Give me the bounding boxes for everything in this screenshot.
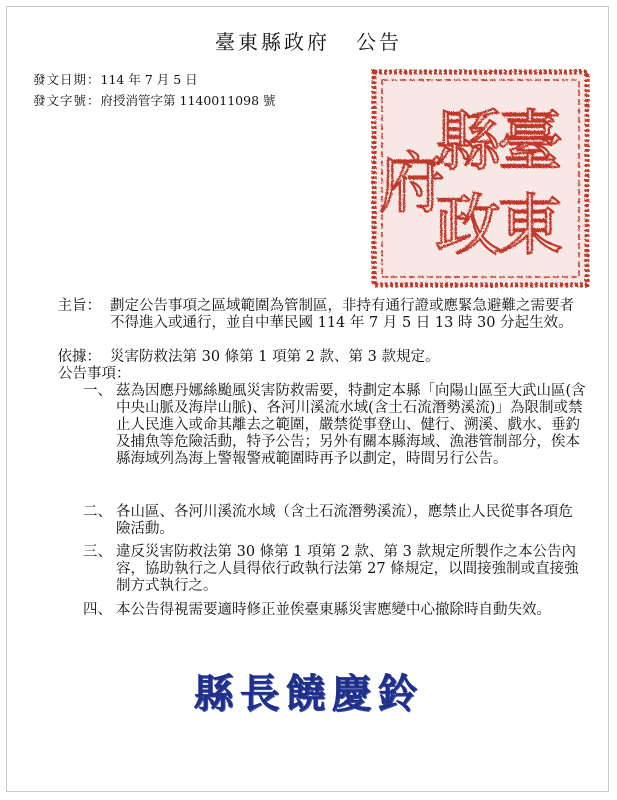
subject-label: 主旨：	[57, 298, 101, 314]
reference-number-label: 發文字號：	[33, 93, 101, 108]
seal-char-1: 臺	[497, 103, 563, 180]
item-3-number: 三、	[83, 544, 112, 560]
item-2-number: 二、	[83, 504, 112, 520]
basis-label: 依據：	[57, 349, 101, 365]
basis-text: 災害防救法第 30 條第 1 項第 2 款、第 3 款規定。	[110, 349, 440, 365]
issue-date	[33, 70, 198, 88]
seal-char-3: 縣	[435, 103, 501, 180]
official-seal	[368, 66, 593, 291]
item-4-text: 本公告得視需要適時修正並俟臺東縣災害應變中心撤除時自動失效。	[116, 602, 551, 618]
item-4-number: 四、	[83, 602, 112, 618]
document-type: 公告	[356, 30, 402, 54]
issue-date-value: 114 年 7 月 5 日	[100, 72, 198, 87]
item-1-text: 茲為因應丹娜絲颱風災害防救需要，特劃定本縣「向陽山區至大武山區(含中央山脈及海岸山脈)、各河川溪流水域(含土石流潛勢溪流)」為限制或禁止人民進入或命其離去之範圍，嚴禁從事登山、健行、溯溪、戲水、垂釣及捕魚等危險活動，特予公告；另外有關本縣海域、漁港管制部分，俟本縣海域列為海上警報警戒範圍時再予以劃定，時間另行公告。	[116, 383, 586, 467]
seal-char-4: 政	[435, 187, 501, 264]
item-3-text: 違反災害防救法第 30 條第 1 項第 2 款、第 3 款規定所製作之本公告內容，協助執行之人員得依行政執行法第 27 條規定，以間接強制或直接強制方式執行之。	[116, 544, 579, 594]
magistrate-signature	[0, 662, 617, 719]
item-1-number: 一、	[83, 383, 112, 399]
issue-date-label: 發文日期：	[33, 72, 101, 87]
announcement-label: 公告事項：	[58, 366, 131, 382]
reference-number-value: 府授消管字第 1140011098 號	[100, 93, 276, 108]
signature-text: 縣長饒慶鈴	[193, 671, 424, 717]
document-title	[0, 26, 617, 55]
agency-name: 臺東縣政府	[215, 30, 330, 54]
item-2-text: 各山區、各河川溪流水域（含土石流潛勢溪流），應禁止人民從事各項危險活動。	[116, 504, 573, 537]
seal-char-5: 府	[379, 145, 445, 222]
seal-char-2: 東	[497, 187, 563, 264]
reference-number	[33, 91, 276, 109]
subject-text: 劃定公告事項之區域範圍為管制區，非持有通行證或應緊急避難之需要者不得進入或通行，並自中華民國 114 年 7 月 5 日 13 時 30 分起生效。	[110, 298, 574, 331]
